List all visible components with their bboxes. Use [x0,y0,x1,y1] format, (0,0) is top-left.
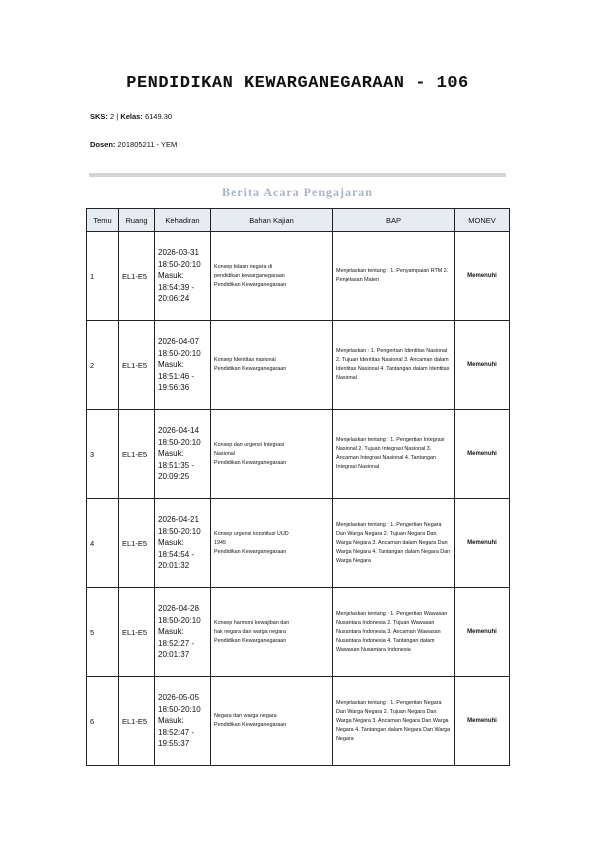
cell-monev: Memenuhi [455,499,510,588]
col-header-ruang: Ruang [119,209,155,232]
cell-temu: 2 [87,321,119,410]
bahan-kajian-line: Pendidikan Kewarganegaraan [214,637,287,644]
cell-kehadiran: 2026-04-14 18:50-20:10 Masuk: 18:51:35 - 20:09:25 [155,410,211,499]
dosen-value: 201805211 - YEM [117,140,178,149]
cell-bap: Menjelaskan tentang : 1. Pengertian Negara Dan Warga Negara 2. Tujuan Negara Dan Warga Negara 3. Ancaman dalam Negara Dan Warga Negara 4. Tantangan dalam Negara Dan Warga Negara [333,499,455,588]
bap-table [86,208,510,766]
col-header-monev: MONEV [455,209,510,232]
cell-ruang: EL1-E5 [119,588,155,677]
divider [89,173,506,177]
course-meta [90,112,172,121]
cell-monev: Memenuhi [455,588,510,677]
kelas-value: 6149.30 [144,112,173,121]
cell-bap: Menjelaskan tentang : 1. Pengertian Integrasi Nasional 2. Tujuan Integrasi Nasional 3. Ancaman Integrasi Nasional 4. Tantangan Integrasi Nasional [333,410,455,499]
table-header-row [87,209,510,232]
page-title: PENDIDIKAN KEWARGANEGARAAN - 106 [126,74,469,93]
col-header-temu: Temu [87,209,119,232]
cell-ruang: EL1-E5 [119,232,155,321]
bahan-kajian-line: Pendidikan Kewarganegaraan [214,722,287,728]
cell-temu: 3 [87,410,119,499]
table-row [87,588,510,677]
cell-bap: Menjelaskan tentang : 1. Pengertian Wawasan Nusantara Indonesia 2. Tujuan Wawasan Nusantara Indonesia 3. Ancaman Wawasan Nusantara Indonesia 4. Tantangan dalam Wawasan Nusantara Indonesia [333,588,455,677]
cell-temu: 5 [87,588,119,677]
kelas-label: Kelas: [120,112,143,121]
cell-bahan-kajian [211,677,333,766]
cell-monev: Memenuhi [455,677,510,766]
section-subtitle: Berita Acara Pengajaran [222,185,373,199]
bahan-kajian-line: Pendidikan Kewarganegaraan [214,281,287,288]
bahan-kajian-line: Konsep urgensi konstitusi UUD [214,530,289,537]
cell-temu: 4 [87,499,119,588]
table-row [87,410,510,499]
cell-bap: Menjelaskan tentang : 1. Penyampaian RTM 2. Penjelasan Materi [333,232,455,321]
col-header-bap: BAP [333,209,455,232]
cell-ruang: EL1-E5 [119,321,155,410]
bahan-kajian-line: pendidikan kewarganegaraan [214,272,285,279]
meta-separator: | [116,112,119,121]
bahan-kajian-line: Konsep harmoni kewajiban dan [214,619,290,626]
sks-label: SKS: [90,112,108,121]
bahan-kajian-line: Konsep dan urgensi Integrasi [214,441,285,448]
cell-kehadiran: 2026-04-21 18:50-20:10 Masuk: 18:54:54 - 20:01:32 [155,499,211,588]
cell-monev: Memenuhi [455,321,510,410]
bahan-kajian-line: Negara dan warga negara [214,713,277,719]
cell-temu: 6 [87,677,119,766]
cell-kehadiran: 2026-05-05 18:50-20:10 Masuk: 18:52:47 - 19:55:37 [155,677,211,766]
cell-bap: Menjelaskan tentang : 1. Pengertian Negara Dan Warga Negara 2. Tujuan Negara Dan Warga Negara 3. Ancaman Negara Dan Warga Negara 4. Tantangan dalam Negara Dan Warga Negara [333,677,455,766]
cell-bahan-kajian [211,588,333,677]
bahan-kajian-line: Pendidikan Kewarganegaraan [214,548,287,555]
lecturer-meta [90,140,177,149]
cell-ruang: EL1-E5 [119,410,155,499]
bahan-kajian-line: Pendidikan Kewarganegaraan [214,366,287,372]
cell-bahan-kajian [211,410,333,499]
cell-bahan-kajian [211,232,333,321]
cell-kehadiran: 2026-04-28 18:50-20:10 Masuk: 18:52:27 - 20:01:37 [155,588,211,677]
table-row [87,677,510,766]
cell-kehadiran: 2026-04-07 18:50-20:10 Masuk: 18:51:46 - 19:56:36 [155,321,211,410]
cell-monev: Memenuhi [455,232,510,321]
cell-bahan-kajian [211,499,333,588]
col-header-kehadiran: Kehadiran [155,209,211,232]
sks-value: 2 [110,112,115,121]
dosen-label: Dosen: [90,140,116,149]
cell-ruang: EL1-E5 [119,677,155,766]
cell-temu: 1 [87,232,119,321]
table-row [87,321,510,410]
bahan-kajian-line: Pendidikan Kewarganegaraan [214,459,287,466]
cell-bahan-kajian [211,321,333,410]
bahan-kajian-line: Nasional [214,450,235,457]
bahan-kajian-line: Konsep Identitas nasional [214,357,276,363]
bahan-kajian-line: hak negara dan warga negara [214,628,286,635]
bahan-kajian-line: 1945 [214,539,226,546]
cell-ruang: EL1-E5 [119,499,155,588]
bahan-kajian-line: Konsep tidasn negara di [214,263,273,270]
cell-monev: Memenuhi [455,410,510,499]
cell-bap: Menjelaskan : 1. Pengertian Identitas Nasional 2. Tujuan Identitas Nasional 3. Ancaman dalam Identitas Nasional 4. Tantangan dalam Identitas Nasional [333,321,455,410]
table-row [87,232,510,321]
table-row [87,499,510,588]
cell-kehadiran: 2026-03-31 18:50-20:10 Masuk: 18:54:39 - 20:06:24 [155,232,211,321]
col-header-bahan-kajian: Bahan Kajian [211,209,333,232]
